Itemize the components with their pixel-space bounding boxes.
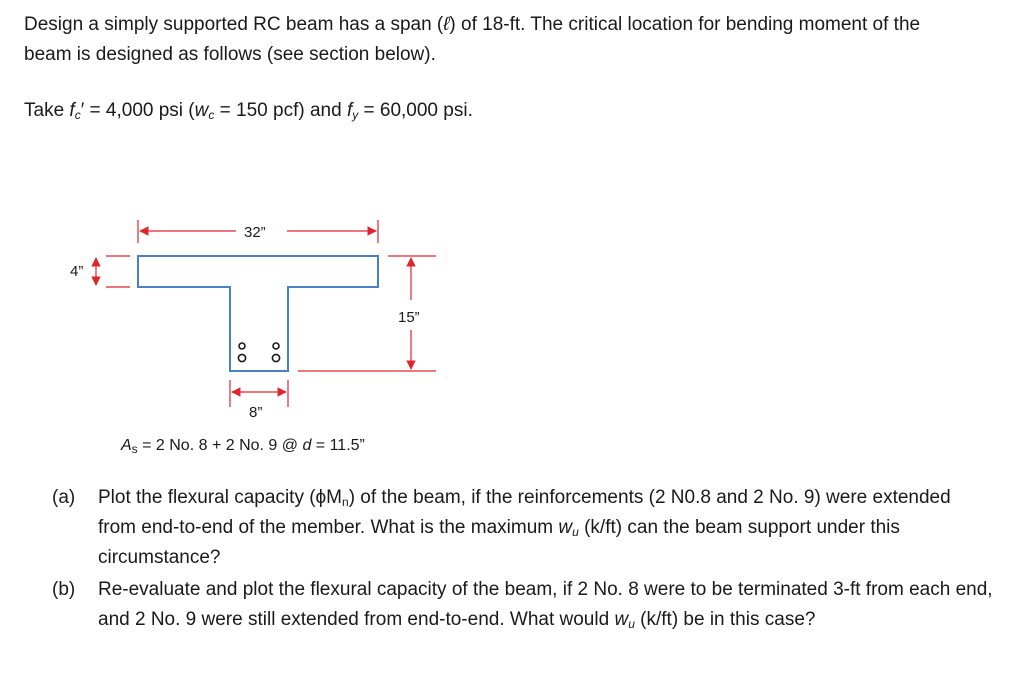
wc-subscript: c [208,108,215,122]
question-a-part-3: (k/ft) can the beam support under this circumstance? [98,517,900,568]
question-a-part-1: Plot the flexural capacity (ϕM [98,487,343,508]
question-a-text [98,483,978,573]
d-value: = 11.5” [311,437,365,454]
fy-symbol: f [346,100,353,121]
wc-value: = 150 pcf) and [214,100,347,121]
statement-text-2: beam is designed as follows (see section below). [24,44,436,65]
t-section-outline [138,256,378,371]
as-symbol: A [121,437,132,454]
statement-text: Design a simply supported RC beam has a span ( [24,14,444,35]
statement-text-rest: ) of 18-ft. The critical location for bending moment of the [449,14,921,35]
wc-symbol: w [194,100,209,121]
web-width-label: 8” [249,404,263,421]
d-symbol: d [302,437,312,454]
flange-thickness-label: 4” [70,263,84,280]
flange-width-label: 32” [244,224,266,241]
question-b-text [98,575,1008,635]
as-subscript: s [131,442,138,456]
wu-symbol-a: w [558,517,573,538]
fy-value: = 60,000 psi. [358,100,473,121]
rebar-no9-right [272,354,279,361]
wu-subscript-b: u [628,617,635,631]
web-width-dimension [230,380,288,407]
rebar-no8-right [273,343,279,349]
question-b-part-1: Re-evaluate and plot the flexural capacity of the beam, if 2 No. 8 were to be terminated 3-ft from each end, and 2 No. 9 were still extended from end-to-end. What would [98,579,993,630]
reinforcement-caption [121,436,365,456]
as-value: = 2 No. 8 + 2 No. 9 @ [137,437,303,454]
fc-subscript: c [74,108,81,122]
flange-thickness-dimension [96,256,130,287]
question-a-part-2: ) of the beam, if the reinforcements (2 N0.8 and 2 No. 9) were extended from end-to-end of the member. What is the maximum [98,487,951,538]
fy-subscript: y [352,108,359,122]
rebar-no9-left [238,354,245,361]
total-depth-label: 15” [398,309,420,326]
question-b-part-2: (k/ft) be in this case? [634,609,816,630]
span-symbol: ℓ [443,14,450,35]
wu-symbol-b: w [614,609,629,630]
fc-symbol: f [69,100,75,121]
wu-subscript-a: u [572,525,579,539]
fc-value: ′ = 4,000 psi ( [80,100,195,121]
take-label: Take [24,100,70,121]
question-a-label: (a) [52,487,76,508]
rebar-no8-left [239,343,245,349]
mn-subscript: n [342,495,349,509]
question-b-label: (b) [52,579,76,600]
